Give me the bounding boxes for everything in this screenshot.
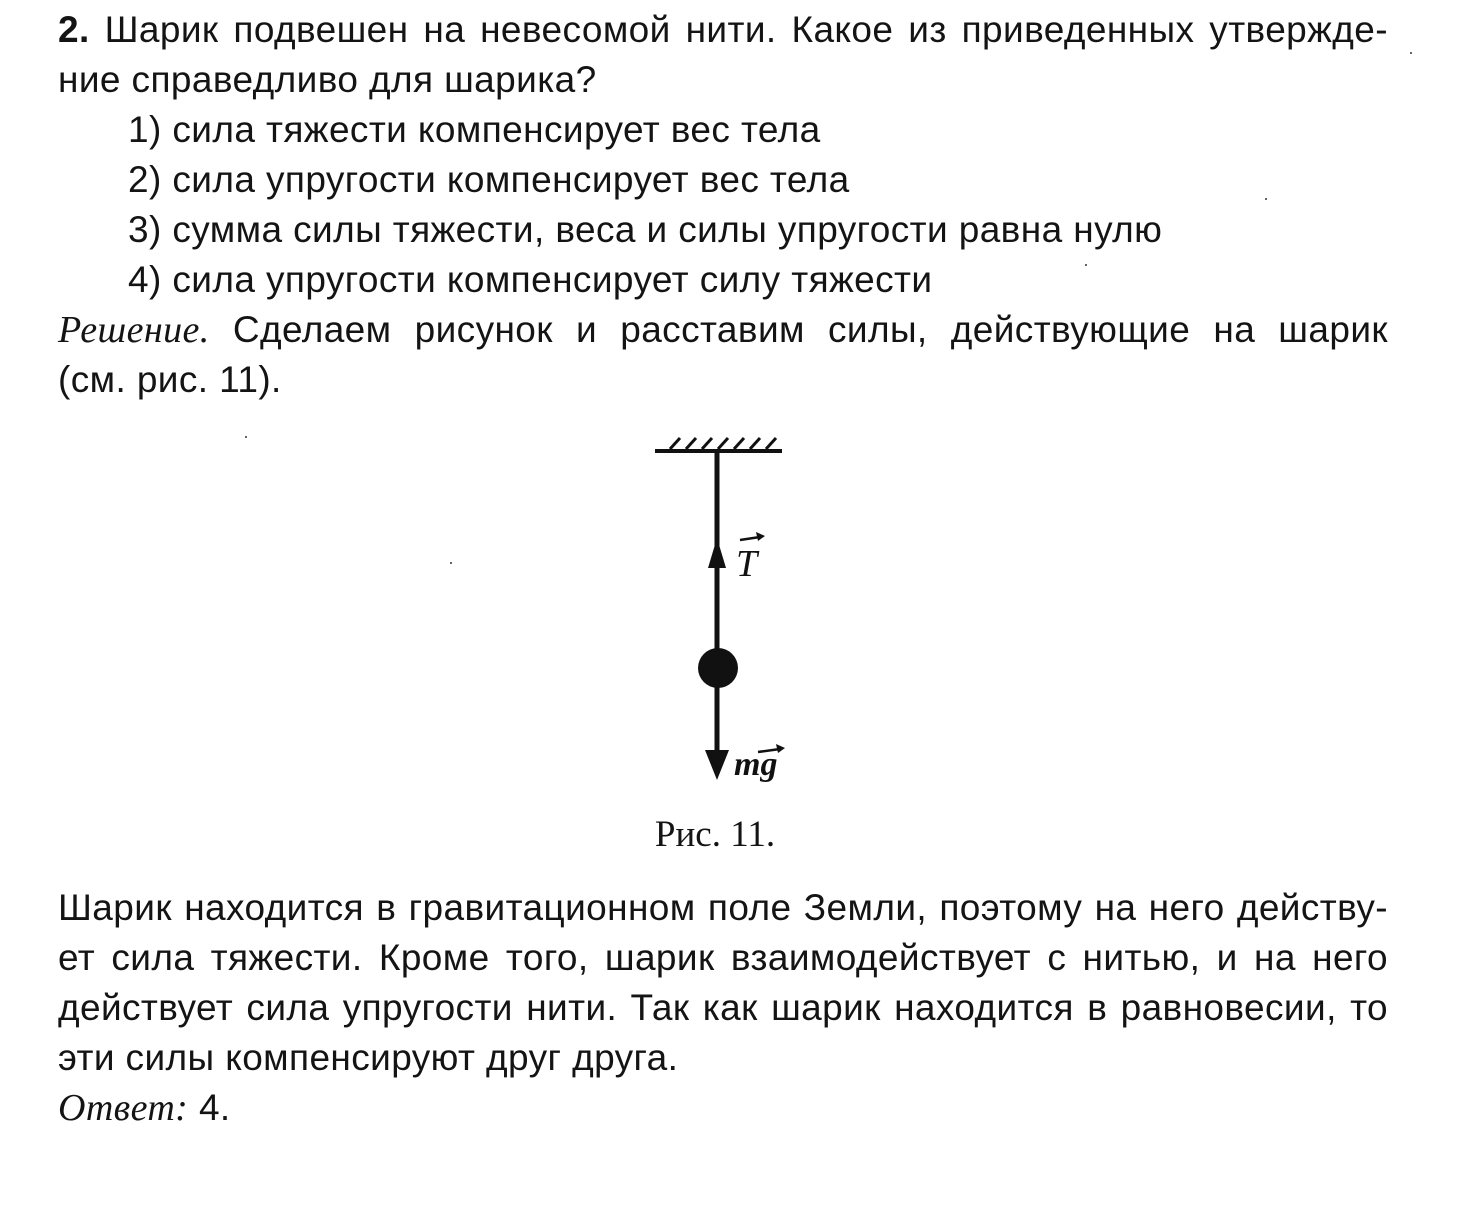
option-text: сила упругости компенсирует силу тяжести xyxy=(172,259,933,300)
explanation-line-2: ет сила тяжести. Кроме того, шарик взаимодействует с нитью, и на него xyxy=(58,937,1388,978)
gravity-arrow-head xyxy=(705,750,729,780)
solution-line-1 xyxy=(58,308,1388,352)
option-1 xyxy=(128,108,821,152)
option-text: сила тяжести компенсирует вес тела xyxy=(172,109,821,150)
option-number: 3) xyxy=(128,209,162,250)
scan-speck xyxy=(245,436,247,438)
answer-label: Ответ: xyxy=(58,1087,189,1129)
gravity-label: mg xyxy=(734,746,778,783)
tension-vector-arrow xyxy=(740,537,760,540)
answer-value: 4. xyxy=(198,1087,231,1128)
option-4 xyxy=(128,258,932,302)
tension-vector-arrow-tip xyxy=(756,532,765,541)
problem-line-2: ние справедливо для шарика? xyxy=(58,59,597,100)
explanation-line-1: Шарик находится в гравитационном поле Земли, поэтому на него действу- xyxy=(58,887,1388,928)
ceiling xyxy=(655,438,782,451)
explanation-line-3: действует сила упругости нити. Так как шарик находится в равновесии, то xyxy=(58,987,1388,1028)
force-diagram xyxy=(600,420,860,800)
figure-caption: Рис. 11. xyxy=(654,814,776,855)
explanation-line-4: эти силы компенсируют друг друга. xyxy=(58,1037,679,1078)
option-2 xyxy=(128,158,850,202)
answer-line xyxy=(58,1086,231,1130)
option-number: 1) xyxy=(128,109,162,150)
problem-text-1: Шарик подвешен на невесомой нити. Какое из приведенных утвержде- xyxy=(104,9,1388,50)
problem-line-1 xyxy=(58,8,1388,52)
option-text: сила упругости компенсирует вес тела xyxy=(172,159,850,200)
solution-text-1: Сделаем рисунок и расставим силы, действующие на шарик xyxy=(232,309,1389,350)
ball xyxy=(698,648,738,688)
solution-label: Решение. xyxy=(58,309,210,351)
option-text: сумма силы тяжести, веса и силы упругости равна нулю xyxy=(172,209,1163,250)
scan-speck xyxy=(1085,264,1087,266)
scan-speck xyxy=(1265,198,1267,200)
problem-number: 2. xyxy=(58,9,90,50)
option-number: 4) xyxy=(128,259,162,300)
solution-line-2: (см. рис. 11). xyxy=(58,359,282,400)
option-number: 2) xyxy=(128,159,162,200)
scan-speck xyxy=(1410,52,1412,54)
tension-label: T xyxy=(736,543,758,585)
option-3 xyxy=(128,208,1162,252)
scan-speck xyxy=(450,562,452,564)
tension-arrow-head xyxy=(708,538,726,568)
